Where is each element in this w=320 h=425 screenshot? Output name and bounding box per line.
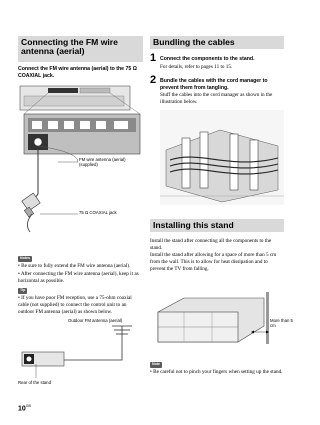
label-coaxial-jack: 75 Ω COAXIAL jack (79, 210, 117, 215)
section-heading-fm: Connecting the FM wire antenna (aerial) (18, 36, 143, 62)
fm-note-1: • Be sure to fully extend the FM wire antenna (aerial). (18, 263, 131, 269)
label-space-from-wall: More than 5 cm (270, 318, 293, 329)
step-1-title: Connect the components to the stand. (160, 56, 255, 62)
cord-manager-illustration (160, 110, 284, 205)
step-1-text: For details, refer to pages 11 to 15. (160, 64, 233, 70)
label-fm-antenna: FM wire antenna (aerial) (supplied) (79, 157, 126, 168)
install-text: Install the stand after connecting all the components to the stand. Install the stand after allowing for a space of more than 5 cm from the wall. This is to allow for heat dissipation and to prevent the TV from falling. (150, 238, 277, 273)
label-rear-of-stand: Rear of the stand (18, 380, 51, 385)
fm-intro: Connect the FM wire antenna (aerial) to the 75 Ω COAXIAL jack. (18, 66, 137, 79)
fm-tip-1: • If you have poor FM reception, use a 75-ohm coaxial cable (not supplied) to connect the control unit to an outdoor FM antenna (aerial) as shown below. (18, 295, 132, 316)
outdoor-antenna-illustration (18, 322, 143, 384)
step-2-number: 2 (150, 74, 157, 86)
step-2-title: Bundle the cables with the cord manager to prevent them from tangling. (160, 78, 268, 91)
tip-tag: Tip (20, 288, 26, 292)
fm-note-2: • After connecting the FM wire antenna (aerial), keep it as horizontal as possible. (18, 271, 139, 285)
page-number: $10^{GB}$ (18, 404, 31, 413)
note-tag: Note (152, 362, 160, 366)
section-heading-install: Installing this stand (150, 219, 284, 232)
section-heading-bundle: Bundling the cables (150, 36, 284, 49)
stand-installation-illustration (154, 292, 284, 348)
notes-tag: Notes (20, 256, 30, 260)
label-outdoor-antenna: Outdoor FM antenna (aerial) (68, 318, 123, 323)
step-1-number: 1 (150, 52, 157, 64)
install-note-1: • Be careful not to pinch your fingers when setting up the stand. (150, 369, 283, 375)
step-2-text: Stuff the cables into the cord manager as shown in the illustration below. (160, 92, 273, 106)
